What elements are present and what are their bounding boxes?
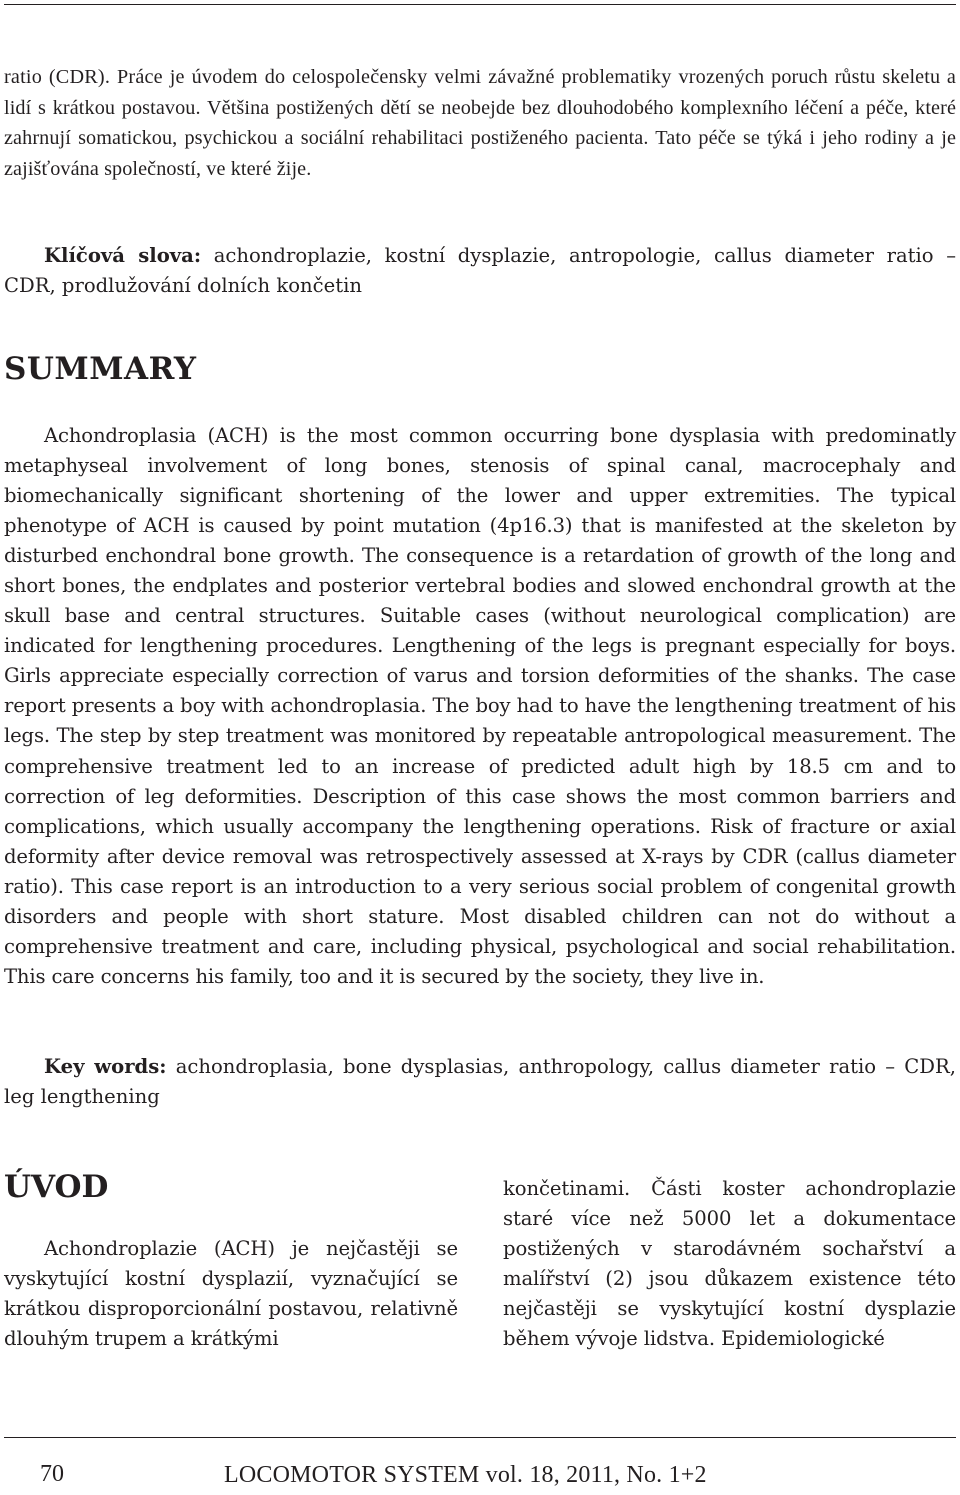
- header-rule: [4, 4, 956, 5]
- summary-heading: SUMMARY: [4, 351, 197, 387]
- english-keywords: [4, 1052, 956, 1112]
- journal-footer: LOCOMOTOR SYSTEM vol. 18, 2011, No. 1+2: [224, 1462, 707, 1488]
- intro-continuation-rest: poruch růstu skeletu a lidí s krátkou postavou. Většina postižených dětí se neobejde bez dlouhodobého komplexního léčení a péče, které zahrnují somatickou, psychickou a sociální rehabilitaci postiženého pacienta. Tato péče se týká i jeho rodiny a je zajišťována společností, ve které žije.: [4, 66, 956, 180]
- czech-keywords-label: Klíčová slova:: [44, 244, 202, 267]
- english-keywords-text: achondroplasia, bone dysplasias, anthropology, callus diameter ratio – CDR, leg lengthening: [4, 1055, 956, 1108]
- summary-paragraph: Achondroplasia (ACH) is the most common occurring bone dysplasia with predominatly metaphyseal involvement of long bones, stenosis of spinal canal, macrocephaly and biomechanically significant shortening of the lower and upper extremities. The typical phenotype of ACH is caused by point mutation (4p16.3) that is manifested at the skeleton by disturbed enchondral bone growth. The consequence is a retardation of growth of the long and short bones, the endplates and posterior vertebral bodies and slowed enchondral growth at the skull base and central structures. Suitable cases (without neurological complication) are indicated for lengthening procedures. Lengthening of the legs is pregnant especially for boys. Girls appreciate especially correction of varus and torsion deformities of the shanks. The case report presents a boy with achondroplasia. The boy had to have the lengthening treatment of his legs. The step by step treatment was monitored by repeatable antropological measurement. The comprehensive treatment led to an increase of predicted adult high by 18.5 cm and to correction of leg deformities. Description of this case shows the most common barriers and complications, which usually accompany the lengthening operations. Risk of fracture or axial deformity after device removal was retrospectively assessed at X-rays by CDR (callus diameter ratio). This case report is an introduction to a very serious social problem of congenital growth disorders and people with short stature. Most disabled children can not do without a comprehensive treatment and care, including physical, psychological and social rehabilitation. This care concerns his family, too and it is secured by the society, they live in.: [4, 424, 956, 988]
- uvod-left-column: Achondroplazie (ACH) je nejčastěji se vyskytující kostní dysplazií, vyznačující se krátkou disproporcionální postavou, relativně dlouhým trupem a krátkými: [4, 1237, 458, 1350]
- uvod-heading: ÚVOD: [4, 1169, 109, 1205]
- czech-keywords: [4, 241, 956, 301]
- footer-rule: [4, 1437, 956, 1438]
- uvod-right-column: končetinami. Části koster achondroplazie staré více než 5000 let a dokumentace postižených v starodávném sochařství a malířství (2) jsou důkazem existence této nejčastěji se vyskytující kostní dysplazie během vývoje lidstva. Epidemiologické: [503, 1177, 956, 1350]
- intro-continuation-paragraph: [4, 62, 956, 184]
- page-number: 70: [40, 1461, 64, 1487]
- intro-continuation-line1: ratio (CDR). Práce je úvodem do celospolečensky velmi závažné problematiky vrozených: [4, 66, 765, 88]
- czech-keywords-text: achondroplazie, kostní dysplazie, antropologie, callus diameter ratio – CDR, prodlužování dolních končetin: [4, 244, 956, 297]
- english-keywords-label: Key words:: [44, 1055, 167, 1078]
